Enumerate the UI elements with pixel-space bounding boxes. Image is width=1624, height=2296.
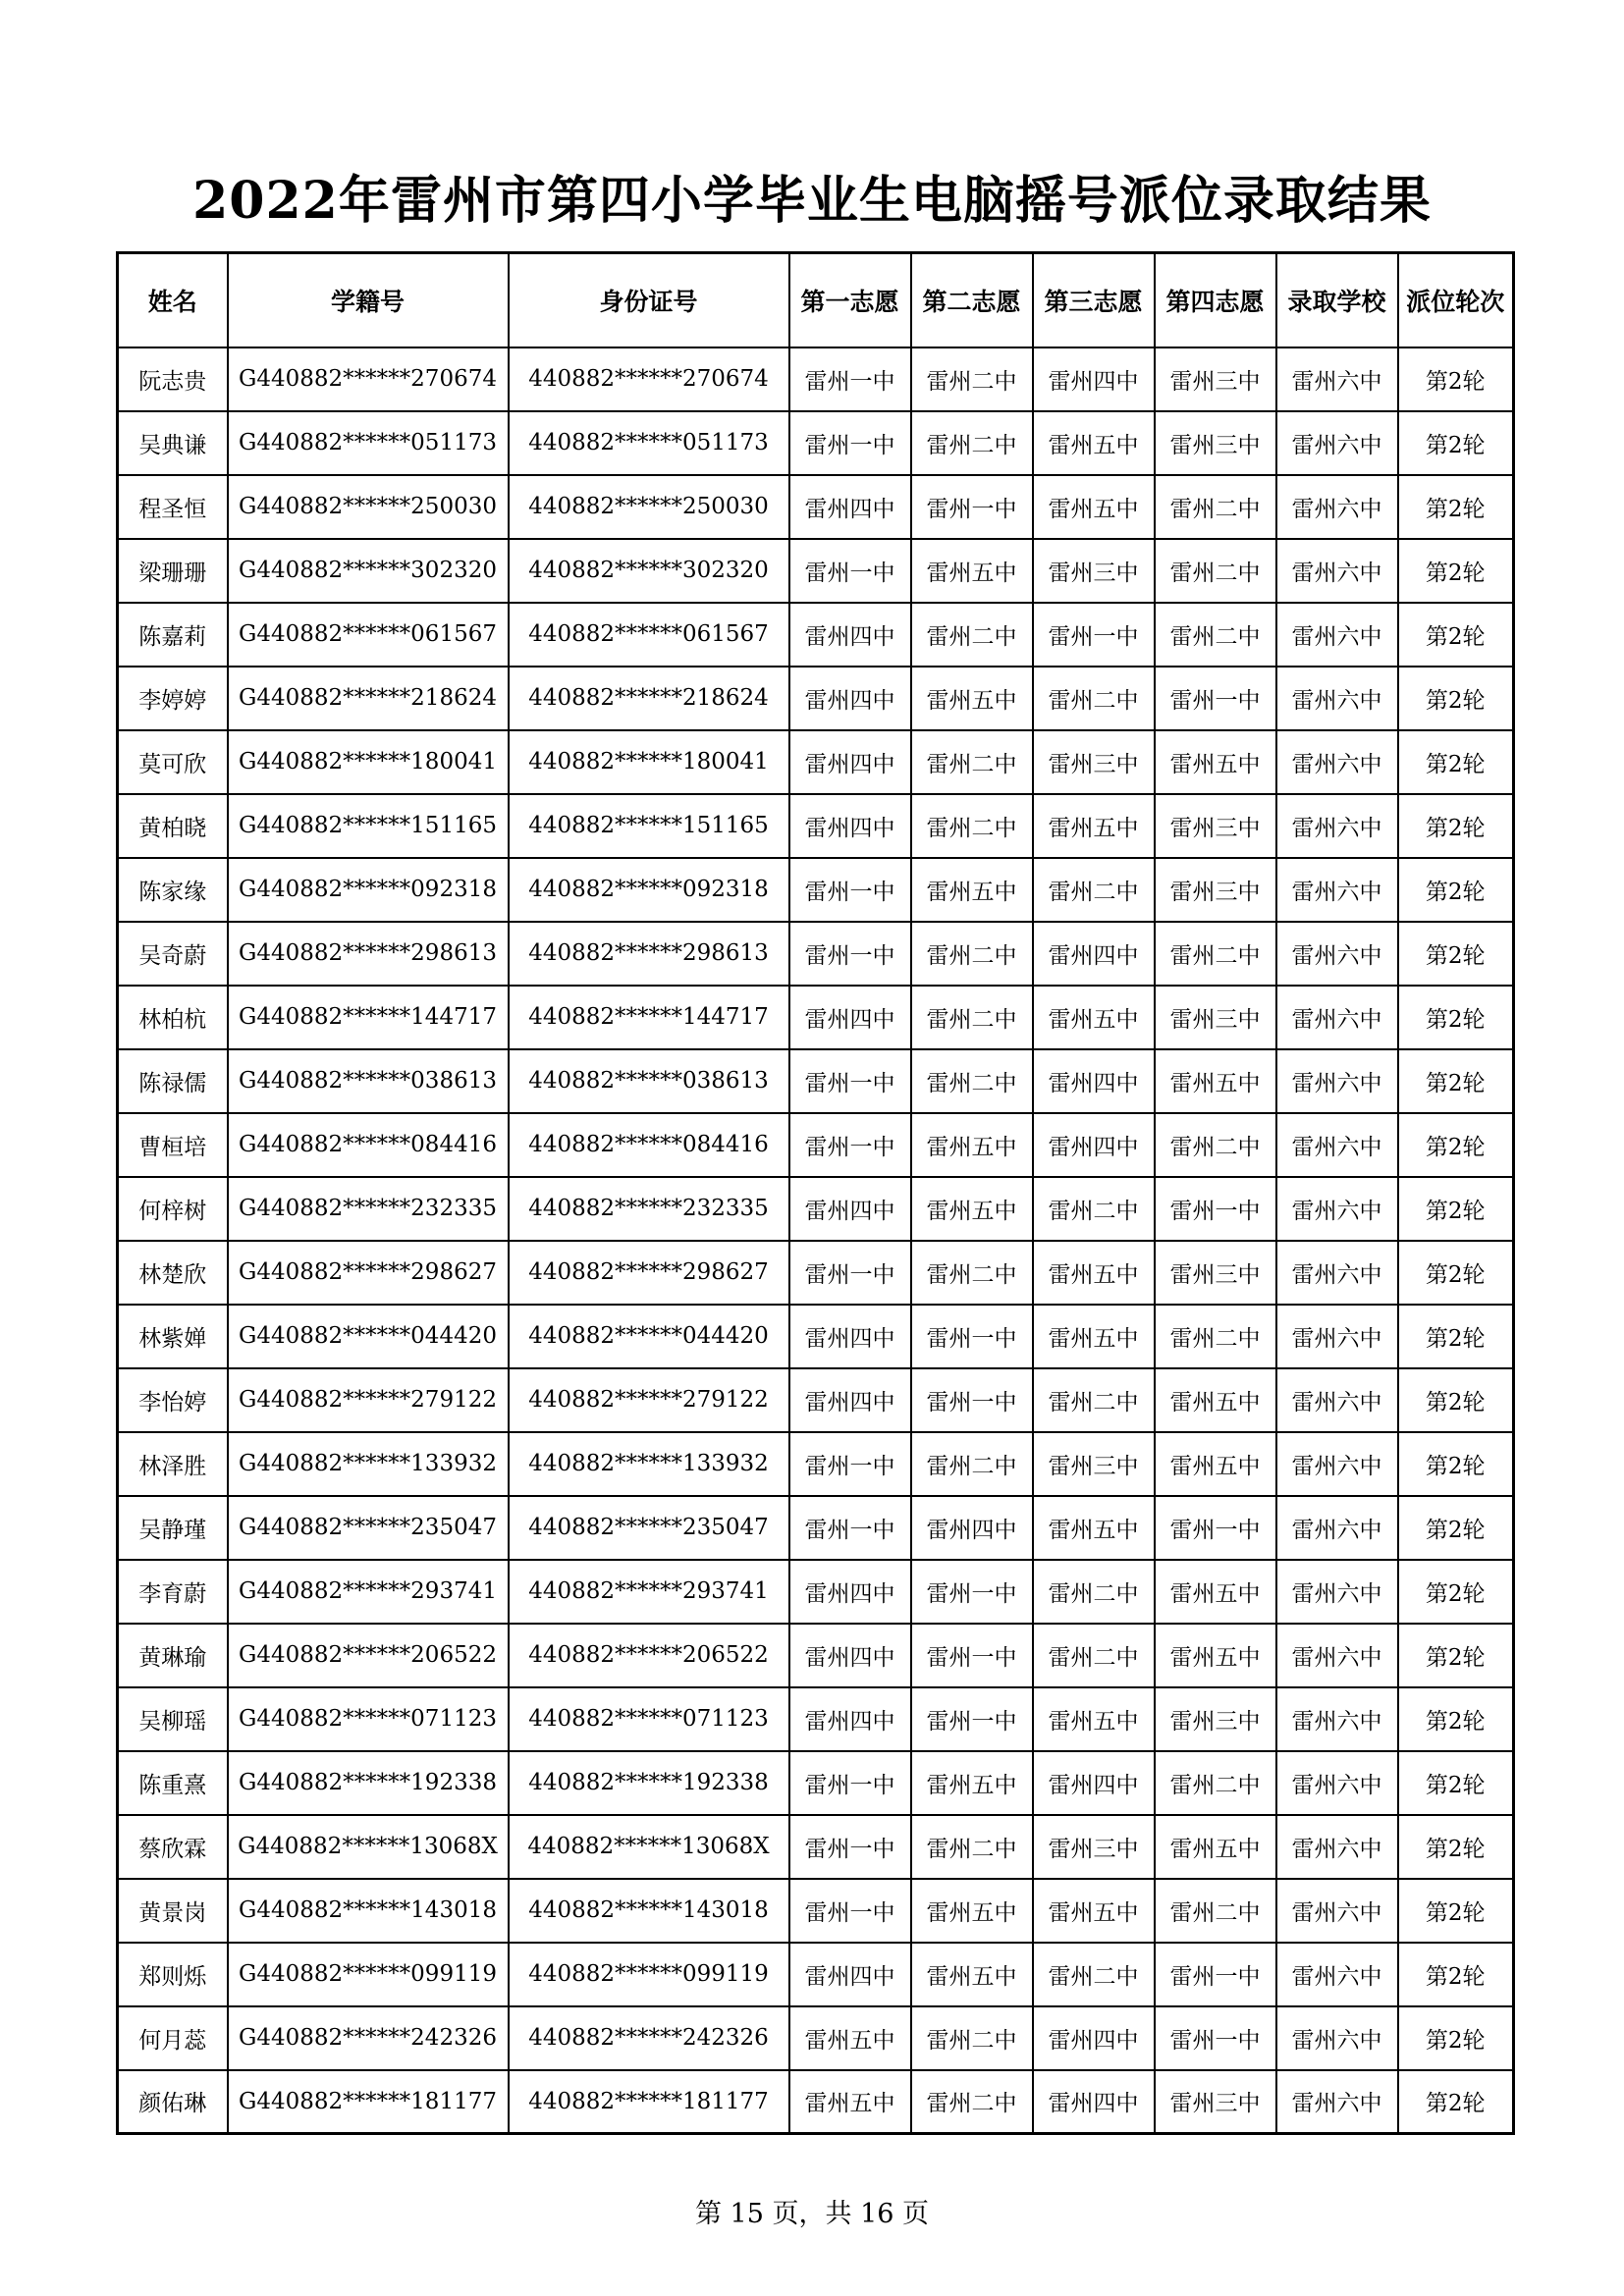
cell-student-id: G440882******270674: [228, 347, 509, 411]
cell-name: 梁珊珊: [118, 539, 228, 603]
cell-admitted-school: 雷州六中: [1276, 1305, 1398, 1368]
cell-choice-4: 雷州二中: [1155, 603, 1276, 667]
table-row: [118, 858, 1514, 922]
cell-student-id: G440882******084416: [228, 1113, 509, 1177]
cell-name: 黄景岗: [118, 1879, 228, 1943]
cell-student-id: G440882******302320: [228, 539, 509, 603]
cell-choice-4: 雷州五中: [1155, 730, 1276, 794]
cell-id-card: 440882******232335: [509, 1177, 789, 1241]
cell-choice-3: 雷州三中: [1033, 1815, 1155, 1879]
cell-choice-1: 雷州一中: [789, 411, 911, 475]
cell-choice-3: 雷州三中: [1033, 1432, 1155, 1496]
cell-choice-4: 雷州一中: [1155, 667, 1276, 730]
cell-admitted-school: 雷州六中: [1276, 1432, 1398, 1496]
table-row: [118, 1560, 1514, 1624]
cell-id-card: 440882******13068X: [509, 1815, 789, 1879]
cell-choice-2: 雷州二中: [911, 986, 1033, 1049]
cell-student-id: G440882******298627: [228, 1241, 509, 1305]
cell-choice-3: 雷州四中: [1033, 1049, 1155, 1113]
cell-student-id: G440882******250030: [228, 475, 509, 539]
column-header-round: 派位轮次: [1398, 253, 1514, 347]
cell-choice-2: 雷州一中: [911, 1624, 1033, 1687]
cell-round: 第2轮: [1398, 986, 1514, 1049]
cell-choice-3: 雷州五中: [1033, 411, 1155, 475]
table-row: [118, 2006, 1514, 2070]
cell-student-id: G440882******061567: [228, 603, 509, 667]
cell-choice-1: 雷州四中: [789, 1560, 911, 1624]
cell-choice-3: 雷州四中: [1033, 922, 1155, 986]
cell-choice-1: 雷州四中: [789, 1177, 911, 1241]
cell-student-id: G440882******051173: [228, 411, 509, 475]
cell-choice-3: 雷州五中: [1033, 794, 1155, 858]
cell-admitted-school: 雷州六中: [1276, 1049, 1398, 1113]
cell-choice-2: 雷州二中: [911, 922, 1033, 986]
cell-name: 林柏杭: [118, 986, 228, 1049]
cell-round: 第2轮: [1398, 858, 1514, 922]
cell-choice-1: 雷州一中: [789, 539, 911, 603]
cell-choice-1: 雷州五中: [789, 2070, 911, 2134]
cell-choice-4: 雷州三中: [1155, 794, 1276, 858]
table-row: [118, 1687, 1514, 1751]
table-row: [118, 986, 1514, 1049]
cell-choice-4: 雷州二中: [1155, 1305, 1276, 1368]
cell-choice-2: 雷州二中: [911, 2070, 1033, 2134]
cell-name: 蔡欣霖: [118, 1815, 228, 1879]
cell-choice-1: 雷州四中: [789, 1305, 911, 1368]
table-row: [118, 1305, 1514, 1368]
table-row: [118, 1815, 1514, 1879]
cell-id-card: 440882******044420: [509, 1305, 789, 1368]
cell-student-id: G440882******232335: [228, 1177, 509, 1241]
cell-round: 第2轮: [1398, 1496, 1514, 1560]
cell-student-id: G440882******044420: [228, 1305, 509, 1368]
cell-choice-4: 雷州五中: [1155, 1368, 1276, 1432]
cell-student-id: G440882******151165: [228, 794, 509, 858]
cell-choice-1: 雷州四中: [789, 475, 911, 539]
cell-choice-1: 雷州一中: [789, 1496, 911, 1560]
cell-id-card: 440882******298613: [509, 922, 789, 986]
cell-admitted-school: 雷州六中: [1276, 603, 1398, 667]
cell-student-id: G440882******180041: [228, 730, 509, 794]
cell-round: 第2轮: [1398, 1943, 1514, 2006]
cell-admitted-school: 雷州六中: [1276, 1113, 1398, 1177]
table-row: [118, 1432, 1514, 1496]
cell-id-card: 440882******038613: [509, 1049, 789, 1113]
cell-choice-1: 雷州五中: [789, 2006, 911, 2070]
cell-name: 陈重熹: [118, 1751, 228, 1815]
table-row: [118, 667, 1514, 730]
cell-name: 程圣恒: [118, 475, 228, 539]
cell-admitted-school: 雷州六中: [1276, 730, 1398, 794]
cell-admitted-school: 雷州六中: [1276, 1879, 1398, 1943]
cell-choice-1: 雷州一中: [789, 347, 911, 411]
column-header-choice-4: 第四志愿: [1155, 253, 1276, 347]
cell-choice-2: 雷州五中: [911, 1751, 1033, 1815]
cell-admitted-school: 雷州六中: [1276, 475, 1398, 539]
column-header-choice-2: 第二志愿: [911, 253, 1033, 347]
cell-choice-2: 雷州四中: [911, 1496, 1033, 1560]
cell-student-id: G440882******242326: [228, 2006, 509, 2070]
cell-choice-3: 雷州五中: [1033, 986, 1155, 1049]
table-row: [118, 603, 1514, 667]
cell-choice-3: 雷州二中: [1033, 667, 1155, 730]
cell-choice-2: 雷州一中: [911, 1560, 1033, 1624]
cell-name: 陈家缘: [118, 858, 228, 922]
cell-student-id: G440882******092318: [228, 858, 509, 922]
cell-choice-4: 雷州三中: [1155, 2070, 1276, 2134]
cell-choice-3: 雷州二中: [1033, 1368, 1155, 1432]
cell-choice-3: 雷州四中: [1033, 2006, 1155, 2070]
cell-admitted-school: 雷州六中: [1276, 1815, 1398, 1879]
cell-choice-4: 雷州二中: [1155, 1751, 1276, 1815]
cell-round: 第2轮: [1398, 667, 1514, 730]
cell-choice-1: 雷州一中: [789, 1751, 911, 1815]
cell-name: 黄琳瑜: [118, 1624, 228, 1687]
cell-name: 黄柏晓: [118, 794, 228, 858]
cell-id-card: 440882******192338: [509, 1751, 789, 1815]
cell-student-id: G440882******133932: [228, 1432, 509, 1496]
cell-student-id: G440882******144717: [228, 986, 509, 1049]
cell-admitted-school: 雷州六中: [1276, 539, 1398, 603]
cell-choice-4: 雷州五中: [1155, 1049, 1276, 1113]
cell-choice-4: 雷州五中: [1155, 1624, 1276, 1687]
cell-id-card: 440882******181177: [509, 2070, 789, 2134]
cell-choice-4: 雷州五中: [1155, 1560, 1276, 1624]
cell-name: 吴柳瑶: [118, 1687, 228, 1751]
cell-choice-3: 雷州二中: [1033, 1560, 1155, 1624]
cell-choice-2: 雷州五中: [911, 1879, 1033, 1943]
cell-choice-2: 雷州五中: [911, 539, 1033, 603]
cell-choice-3: 雷州二中: [1033, 1943, 1155, 2006]
cell-name: 李育蔚: [118, 1560, 228, 1624]
cell-name: 林泽胜: [118, 1432, 228, 1496]
cell-choice-4: 雷州一中: [1155, 1496, 1276, 1560]
cell-choice-2: 雷州五中: [911, 1943, 1033, 2006]
table-row: [118, 1624, 1514, 1687]
cell-id-card: 440882******133932: [509, 1432, 789, 1496]
table-row: [118, 1177, 1514, 1241]
cell-id-card: 440882******092318: [509, 858, 789, 922]
cell-choice-2: 雷州一中: [911, 1687, 1033, 1751]
cell-choice-2: 雷州二中: [911, 1241, 1033, 1305]
cell-admitted-school: 雷州六中: [1276, 1943, 1398, 2006]
cell-id-card: 440882******302320: [509, 539, 789, 603]
cell-student-id: G440882******143018: [228, 1879, 509, 1943]
cell-choice-3: 雷州五中: [1033, 1305, 1155, 1368]
page-number-footer: 第 15 页，共 16 页: [694, 2199, 930, 2229]
cell-round: 第2轮: [1398, 347, 1514, 411]
cell-name: 何梓树: [118, 1177, 228, 1241]
cell-name: 李婷婷: [118, 667, 228, 730]
cell-name: 吴典谦: [118, 411, 228, 475]
cell-choice-1: 雷州四中: [789, 1624, 911, 1687]
cell-round: 第2轮: [1398, 1432, 1514, 1496]
cell-admitted-school: 雷州六中: [1276, 1560, 1398, 1624]
cell-name: 郑则烁: [118, 1943, 228, 2006]
cell-student-id: G440882******218624: [228, 667, 509, 730]
cell-name: 陈禄儒: [118, 1049, 228, 1113]
cell-round: 第2轮: [1398, 539, 1514, 603]
cell-round: 第2轮: [1398, 794, 1514, 858]
cell-choice-4: 雷州二中: [1155, 922, 1276, 986]
table-row: [118, 1368, 1514, 1432]
cell-choice-4: 雷州三中: [1155, 1687, 1276, 1751]
cell-choice-2: 雷州一中: [911, 1368, 1033, 1432]
table-row: [118, 2070, 1514, 2134]
cell-choice-4: 雷州一中: [1155, 2006, 1276, 2070]
cell-id-card: 440882******270674: [509, 347, 789, 411]
cell-choice-2: 雷州二中: [911, 347, 1033, 411]
cell-round: 第2轮: [1398, 1113, 1514, 1177]
column-header-id-card: 身份证号: [509, 253, 789, 347]
cell-choice-1: 雷州四中: [789, 794, 911, 858]
cell-student-id: G440882******099119: [228, 1943, 509, 2006]
cell-id-card: 440882******071123: [509, 1687, 789, 1751]
cell-choice-2: 雷州二中: [911, 603, 1033, 667]
cell-id-card: 440882******144717: [509, 986, 789, 1049]
cell-round: 第2轮: [1398, 2070, 1514, 2134]
table-body: [118, 347, 1514, 2134]
cell-choice-4: 雷州二中: [1155, 475, 1276, 539]
cell-id-card: 440882******235047: [509, 1496, 789, 1560]
table-row: [118, 475, 1514, 539]
cell-name: 莫可欣: [118, 730, 228, 794]
cell-round: 第2轮: [1398, 922, 1514, 986]
cell-student-id: G440882******298613: [228, 922, 509, 986]
cell-choice-3: 雷州四中: [1033, 347, 1155, 411]
cell-choice-4: 雷州五中: [1155, 1432, 1276, 1496]
cell-id-card: 440882******180041: [509, 730, 789, 794]
cell-choice-3: 雷州三中: [1033, 539, 1155, 603]
table-row: [118, 730, 1514, 794]
cell-name: 李怡婷: [118, 1368, 228, 1432]
cell-choice-1: 雷州四中: [789, 986, 911, 1049]
cell-choice-1: 雷州一中: [789, 922, 911, 986]
cell-admitted-school: 雷州六中: [1276, 858, 1398, 922]
page-title: 2022年雷州市第四小学毕业生电脑摇号派位录取结果: [192, 171, 1432, 231]
cell-id-card: 440882******206522: [509, 1624, 789, 1687]
cell-name: 吴奇蔚: [118, 922, 228, 986]
cell-admitted-school: 雷州六中: [1276, 794, 1398, 858]
cell-student-id: G440882******206522: [228, 1624, 509, 1687]
cell-student-id: G440882******279122: [228, 1368, 509, 1432]
cell-student-id: G440882******181177: [228, 2070, 509, 2134]
cell-choice-3: 雷州一中: [1033, 603, 1155, 667]
table-row: [118, 1241, 1514, 1305]
cell-id-card: 440882******061567: [509, 603, 789, 667]
cell-choice-1: 雷州一中: [789, 1815, 911, 1879]
cell-round: 第2轮: [1398, 411, 1514, 475]
table-row: [118, 411, 1514, 475]
cell-choice-4: 雷州三中: [1155, 986, 1276, 1049]
cell-admitted-school: 雷州六中: [1276, 2070, 1398, 2134]
cell-student-id: G440882******235047: [228, 1496, 509, 1560]
cell-round: 第2轮: [1398, 1305, 1514, 1368]
cell-id-card: 440882******298627: [509, 1241, 789, 1305]
cell-id-card: 440882******242326: [509, 2006, 789, 2070]
cell-student-id: G440882******038613: [228, 1049, 509, 1113]
cell-student-id: G440882******293741: [228, 1560, 509, 1624]
table-row: [118, 1879, 1514, 1943]
cell-admitted-school: 雷州六中: [1276, 986, 1398, 1049]
cell-choice-2: 雷州二中: [911, 1049, 1033, 1113]
cell-id-card: 440882******293741: [509, 1560, 789, 1624]
table-row: [118, 347, 1514, 411]
cell-name: 林楚欣: [118, 1241, 228, 1305]
cell-admitted-school: 雷州六中: [1276, 1241, 1398, 1305]
cell-choice-4: 雷州三中: [1155, 347, 1276, 411]
cell-choice-1: 雷州一中: [789, 1879, 911, 1943]
cell-choice-1: 雷州四中: [789, 1687, 911, 1751]
column-header-name: 姓名: [118, 253, 228, 347]
cell-admitted-school: 雷州六中: [1276, 1496, 1398, 1560]
table-row: [118, 1751, 1514, 1815]
cell-round: 第2轮: [1398, 1177, 1514, 1241]
cell-choice-4: 雷州二中: [1155, 1113, 1276, 1177]
cell-choice-1: 雷州一中: [789, 1241, 911, 1305]
cell-id-card: 440882******084416: [509, 1113, 789, 1177]
cell-choice-3: 雷州五中: [1033, 1241, 1155, 1305]
cell-choice-3: 雷州二中: [1033, 858, 1155, 922]
cell-id-card: 440882******151165: [509, 794, 789, 858]
cell-choice-4: 雷州一中: [1155, 1943, 1276, 2006]
cell-id-card: 440882******143018: [509, 1879, 789, 1943]
cell-name: 阮志贵: [118, 347, 228, 411]
cell-choice-2: 雷州一中: [911, 475, 1033, 539]
column-header-admitted-school: 录取学校: [1276, 253, 1398, 347]
cell-choice-2: 雷州二中: [911, 794, 1033, 858]
table-row: [118, 1943, 1514, 2006]
cell-choice-2: 雷州二中: [911, 2006, 1033, 2070]
header-row: [118, 253, 1514, 347]
cell-admitted-school: 雷州六中: [1276, 1687, 1398, 1751]
cell-choice-2: 雷州一中: [911, 1305, 1033, 1368]
cell-choice-4: 雷州三中: [1155, 1241, 1276, 1305]
cell-student-id: G440882******192338: [228, 1751, 509, 1815]
cell-choice-1: 雷州一中: [789, 1432, 911, 1496]
cell-admitted-school: 雷州六中: [1276, 2006, 1398, 2070]
cell-choice-4: 雷州二中: [1155, 539, 1276, 603]
cell-round: 第2轮: [1398, 1879, 1514, 1943]
cell-name: 陈嘉莉: [118, 603, 228, 667]
cell-round: 第2轮: [1398, 1815, 1514, 1879]
cell-choice-3: 雷州四中: [1033, 2070, 1155, 2134]
cell-choice-4: 雷州三中: [1155, 411, 1276, 475]
cell-student-id: G440882******13068X: [228, 1815, 509, 1879]
cell-round: 第2轮: [1398, 1368, 1514, 1432]
cell-round: 第2轮: [1398, 730, 1514, 794]
cell-id-card: 440882******218624: [509, 667, 789, 730]
column-header-choice-1: 第一志愿: [789, 253, 911, 347]
cell-id-card: 440882******279122: [509, 1368, 789, 1432]
cell-choice-2: 雷州五中: [911, 1113, 1033, 1177]
cell-round: 第2轮: [1398, 1241, 1514, 1305]
cell-choice-1: 雷州四中: [789, 1943, 911, 2006]
cell-name: 颜佑琳: [118, 2070, 228, 2134]
cell-choice-1: 雷州四中: [789, 667, 911, 730]
results-table: [116, 251, 1515, 2135]
cell-choice-2: 雷州二中: [911, 1432, 1033, 1496]
cell-choice-2: 雷州五中: [911, 1177, 1033, 1241]
cell-student-id: G440882******071123: [228, 1687, 509, 1751]
cell-round: 第2轮: [1398, 1560, 1514, 1624]
table-row: [118, 794, 1514, 858]
cell-name: 何月蕊: [118, 2006, 228, 2070]
cell-round: 第2轮: [1398, 603, 1514, 667]
cell-choice-1: 雷州四中: [789, 1368, 911, 1432]
cell-admitted-school: 雷州六中: [1276, 411, 1398, 475]
cell-choice-2: 雷州五中: [911, 858, 1033, 922]
column-header-choice-3: 第三志愿: [1033, 253, 1155, 347]
cell-choice-4: 雷州一中: [1155, 1177, 1276, 1241]
cell-admitted-school: 雷州六中: [1276, 922, 1398, 986]
cell-admitted-school: 雷州六中: [1276, 347, 1398, 411]
cell-choice-4: 雷州五中: [1155, 1815, 1276, 1879]
cell-id-card: 440882******250030: [509, 475, 789, 539]
cell-admitted-school: 雷州六中: [1276, 1177, 1398, 1241]
cell-admitted-school: 雷州六中: [1276, 1368, 1398, 1432]
cell-round: 第2轮: [1398, 1751, 1514, 1815]
cell-choice-2: 雷州二中: [911, 411, 1033, 475]
cell-admitted-school: 雷州六中: [1276, 667, 1398, 730]
cell-admitted-school: 雷州六中: [1276, 1624, 1398, 1687]
cell-choice-3: 雷州四中: [1033, 1751, 1155, 1815]
cell-choice-4: 雷州二中: [1155, 1879, 1276, 1943]
cell-choice-3: 雷州二中: [1033, 1177, 1155, 1241]
cell-choice-3: 雷州三中: [1033, 730, 1155, 794]
cell-round: 第2轮: [1398, 1687, 1514, 1751]
cell-name: 吴静瑾: [118, 1496, 228, 1560]
cell-choice-1: 雷州四中: [789, 730, 911, 794]
column-header-student-id: 学籍号: [228, 253, 509, 347]
cell-round: 第2轮: [1398, 475, 1514, 539]
cell-id-card: 440882******051173: [509, 411, 789, 475]
cell-round: 第2轮: [1398, 1049, 1514, 1113]
table-row: [118, 1113, 1514, 1177]
cell-admitted-school: 雷州六中: [1276, 1751, 1398, 1815]
cell-choice-3: 雷州五中: [1033, 1687, 1155, 1751]
cell-choice-3: 雷州五中: [1033, 1496, 1155, 1560]
cell-choice-2: 雷州五中: [911, 667, 1033, 730]
cell-choice-3: 雷州五中: [1033, 475, 1155, 539]
cell-id-card: 440882******099119: [509, 1943, 789, 2006]
cell-choice-2: 雷州二中: [911, 1815, 1033, 1879]
cell-round: 第2轮: [1398, 1624, 1514, 1687]
cell-choice-3: 雷州五中: [1033, 1879, 1155, 1943]
table-row: [118, 1496, 1514, 1560]
cell-choice-1: 雷州四中: [789, 603, 911, 667]
table-row: [118, 922, 1514, 986]
cell-name: 曹桓培: [118, 1113, 228, 1177]
table-row: [118, 1049, 1514, 1113]
cell-choice-4: 雷州三中: [1155, 858, 1276, 922]
cell-choice-3: 雷州二中: [1033, 1624, 1155, 1687]
cell-choice-1: 雷州一中: [789, 1049, 911, 1113]
table-row: [118, 539, 1514, 603]
cell-choice-3: 雷州四中: [1033, 1113, 1155, 1177]
cell-choice-1: 雷州一中: [789, 858, 911, 922]
cell-choice-2: 雷州二中: [911, 730, 1033, 794]
cell-choice-1: 雷州一中: [789, 1113, 911, 1177]
cell-name: 林紫婵: [118, 1305, 228, 1368]
cell-round: 第2轮: [1398, 2006, 1514, 2070]
